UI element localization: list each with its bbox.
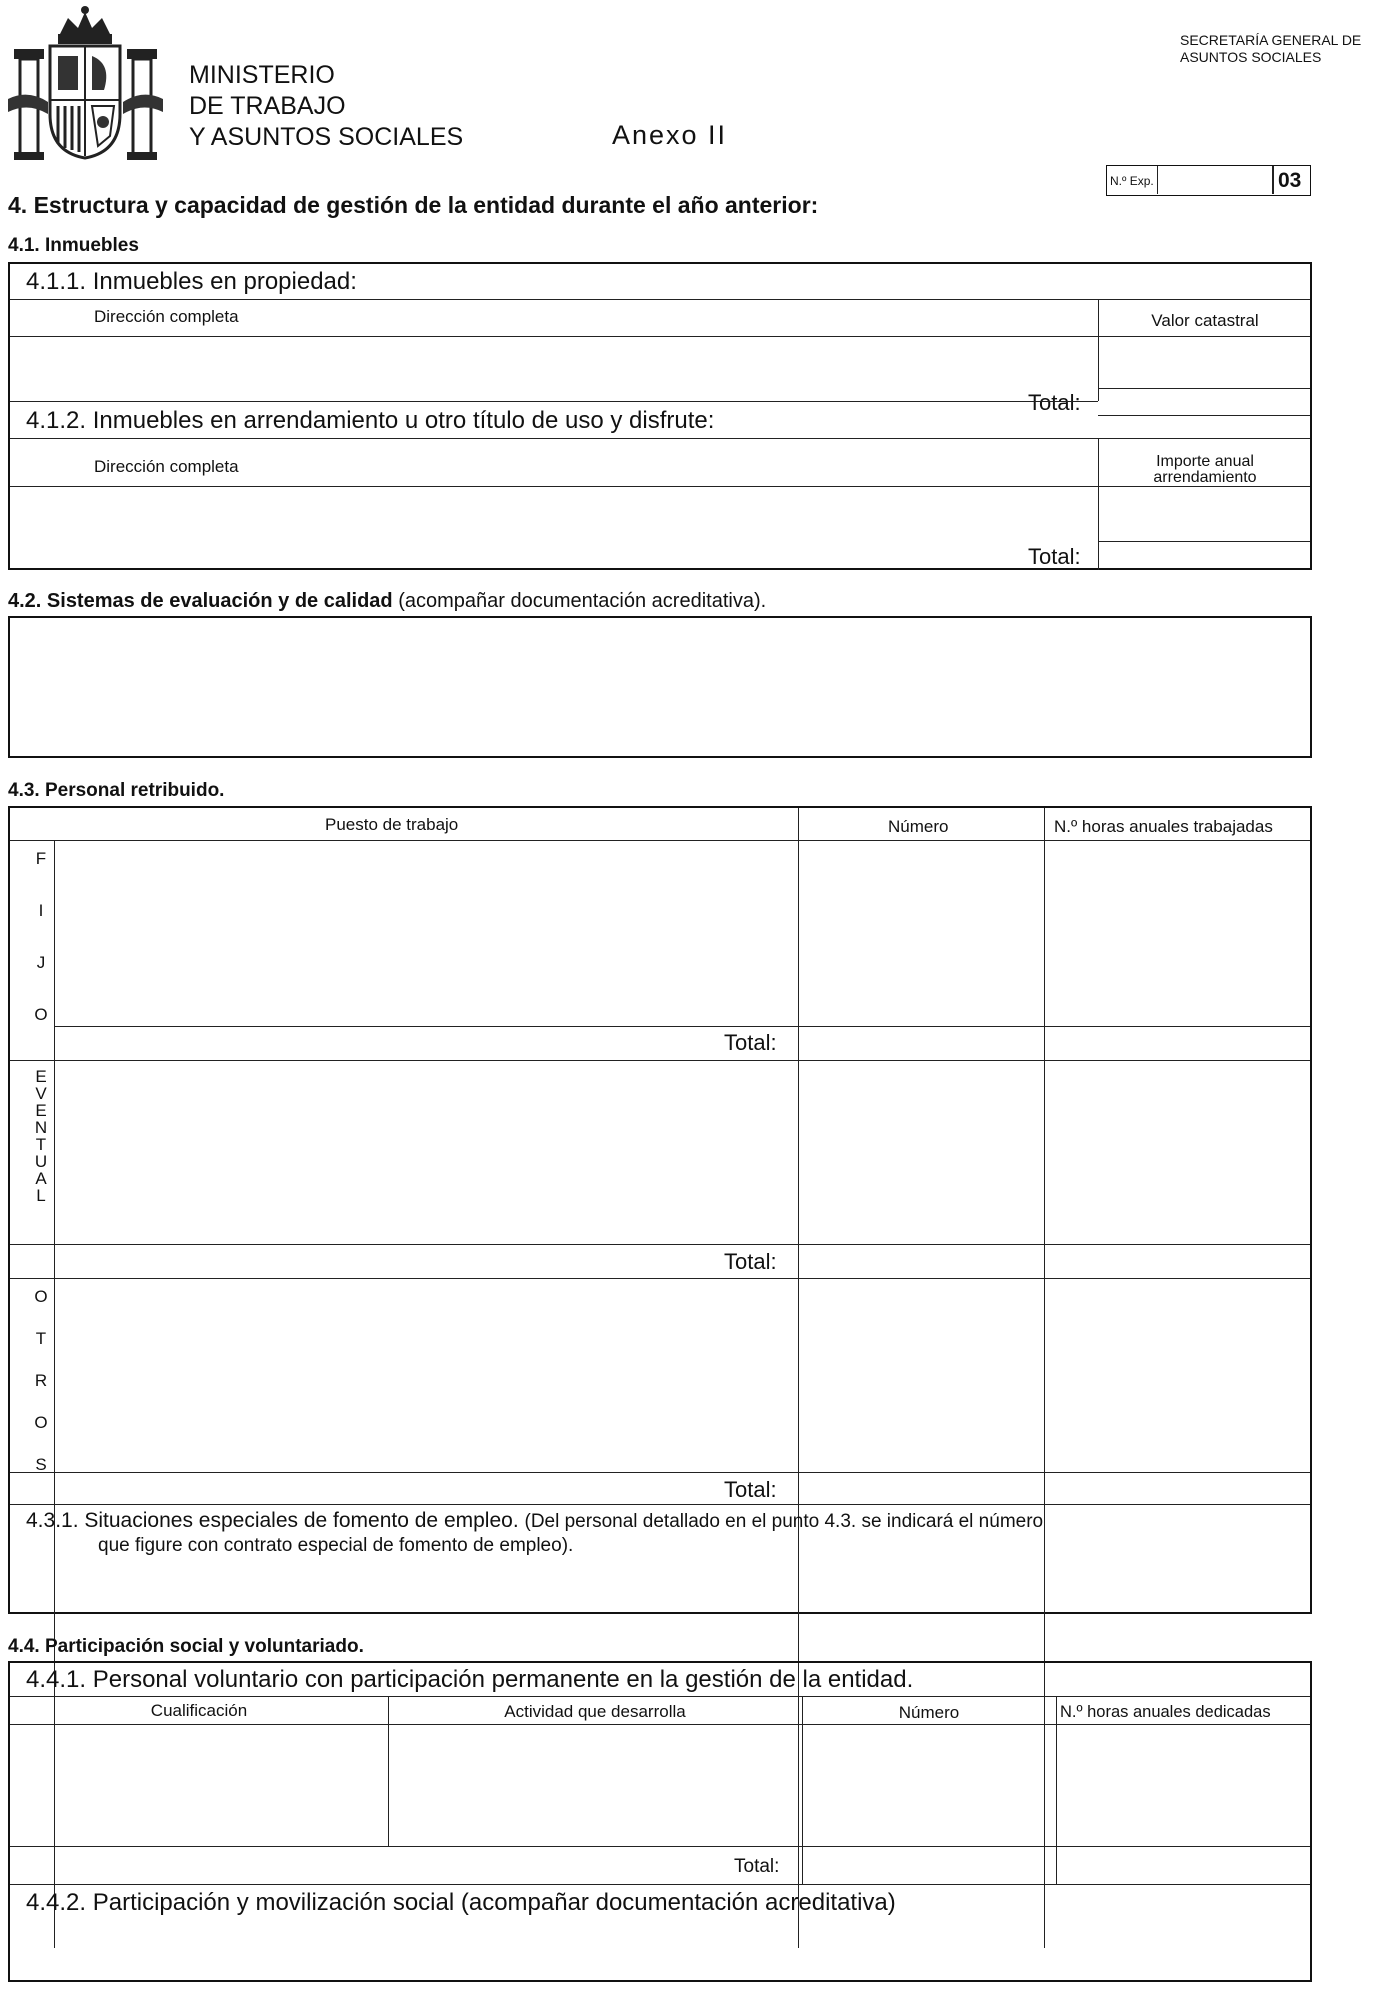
- row-line: [10, 299, 1310, 300]
- total-otros-label: Total:: [724, 1477, 777, 1502]
- total-valor-catastral-field[interactable]: [1100, 390, 1310, 414]
- exp-page-number: 03: [1278, 169, 1302, 192]
- total-numero-voluntario-field[interactable]: [804, 1848, 1054, 1882]
- section-4-2-name: 4.2. Sistemas de evaluación y de calidad: [8, 590, 393, 612]
- fomento-empleo-note-1: (Del personal detallado en el punto 4.3. se indicará el número: [524, 1511, 1044, 1532]
- exp-number-box[interactable]: [1106, 165, 1311, 196]
- otros-puesto-field[interactable]: [56, 1280, 796, 1470]
- total-eventual-horas-field[interactable]: [1046, 1246, 1310, 1276]
- actividad-field[interactable]: [390, 1726, 800, 1846]
- total-horas-dedicadas-field[interactable]: [1058, 1848, 1310, 1882]
- row-line: [10, 1060, 1310, 1061]
- personal-retribuido-table: [8, 806, 1312, 1614]
- eventual-letter: U: [34, 1152, 48, 1171]
- row-line: [1098, 541, 1310, 542]
- fijo-puesto-field[interactable]: [56, 842, 796, 1024]
- otros-letter: S: [35, 1455, 47, 1474]
- row-line: [1098, 415, 1310, 416]
- total-importe-field[interactable]: [1100, 543, 1310, 568]
- fijo-horas-field[interactable]: [1046, 842, 1310, 1024]
- inmuebles-propiedad-title: 4.1.1. Inmuebles en propiedad:: [26, 268, 357, 295]
- section-4-2-note: (acompañar documentación acreditativa).: [398, 590, 767, 612]
- total-otros-horas-field[interactable]: [1046, 1474, 1310, 1502]
- ministry-name: [189, 60, 463, 153]
- annex-title: Anexo II: [612, 120, 728, 150]
- row-line: [10, 1472, 1310, 1473]
- evaluacion-calidad-field[interactable]: [8, 616, 1312, 758]
- otros-numero-field[interactable]: [800, 1280, 1042, 1470]
- cualificacion-header: Cualificación: [150, 1701, 248, 1720]
- total-fijo-numero-field[interactable]: [800, 1028, 1042, 1058]
- row-line: [10, 401, 1098, 402]
- row-line: [1098, 388, 1310, 389]
- eventual-horas-field[interactable]: [1046, 1062, 1310, 1242]
- horas-dedicadas-header: N.º horas anuales dedicadas: [1060, 1703, 1271, 1721]
- section-4-4-title: 4.4. Participación social y voluntariado.: [8, 1636, 364, 1657]
- total-voluntario-label: Total:: [734, 1856, 780, 1877]
- eventual-letter: E: [35, 1067, 47, 1086]
- direccion-header-2: Dirección completa: [94, 457, 239, 476]
- cualificacion-field[interactable]: [10, 1726, 386, 1846]
- eventual-numero-field[interactable]: [800, 1062, 1042, 1242]
- col-line: [388, 1696, 389, 1846]
- row-line: [10, 1278, 1310, 1279]
- section-4-2-title: [8, 591, 766, 611]
- eventual-letter: L: [36, 1186, 46, 1205]
- section-4-1-title: 4.1. Inmuebles: [8, 235, 139, 256]
- row-line: [10, 1724, 1310, 1725]
- ministry-line-3: Y ASUNTOS SOCIALES: [189, 123, 464, 151]
- total-arrendamiento-label: Total:: [1028, 544, 1081, 569]
- total-eventual-numero-field[interactable]: [800, 1246, 1042, 1276]
- eventual-letter: T: [35, 1135, 47, 1154]
- row-line: [10, 1884, 1310, 1885]
- otros-letter: O: [34, 1413, 48, 1432]
- exp-divider-1: [1157, 166, 1158, 194]
- importe-header-line-2: arrendamiento: [1153, 469, 1257, 486]
- total-propiedad-label: Total:: [1028, 390, 1081, 415]
- secretaria-line-1: SECRETARÍA GENERAL DE: [1180, 32, 1362, 48]
- fomento-empleo-title: [26, 1510, 1043, 1531]
- ministry-line-1: MINISTERIO: [189, 61, 335, 89]
- secretaria-line-2: ASUNTOS SOCIALES: [1180, 49, 1322, 65]
- coat-of-arms-icon: [8, 4, 163, 162]
- total-otros-numero-field[interactable]: [800, 1474, 1042, 1502]
- direccion-propiedad-field[interactable]: [10, 336, 1098, 401]
- fijo-numero-field[interactable]: [800, 842, 1042, 1024]
- importe-arrendamiento-field[interactable]: [1100, 486, 1310, 541]
- direccion-arrendamiento-field[interactable]: [10, 486, 1098, 568]
- fomento-empleo-heading: 4.3.1. Situaciones especiales de fomento de empleo.: [26, 1509, 519, 1532]
- otros-letter: T: [35, 1329, 47, 1348]
- row-line: [10, 840, 1310, 841]
- total-fijo-label: Total:: [724, 1030, 777, 1055]
- fijo-letter: I: [38, 901, 44, 920]
- direccion-header: Dirección completa: [94, 307, 239, 326]
- total-eventual-label: Total:: [724, 1249, 777, 1274]
- col-line: [1098, 299, 1099, 401]
- main-title: 4. Estructura y capacidad de gestión de la entidad durante el año anterior:: [8, 192, 819, 218]
- valor-catastral-field[interactable]: [1100, 336, 1310, 388]
- puesto-header: Puesto de trabajo: [325, 815, 459, 834]
- eventual-puesto-field[interactable]: [56, 1062, 796, 1242]
- eventual-letter: V: [35, 1084, 47, 1103]
- row-line: [10, 1504, 1310, 1505]
- secretaria-name: [1180, 32, 1361, 66]
- row-line: [10, 438, 1310, 439]
- importe-header-line-1: Importe anual: [1156, 453, 1254, 470]
- eventual-letter: E: [35, 1101, 47, 1120]
- valor-catastral-header: Valor catastral: [1151, 311, 1259, 330]
- numero-voluntario-header: Número: [898, 1703, 960, 1722]
- otros-letter: O: [34, 1287, 48, 1306]
- otros-horas-field[interactable]: [1046, 1280, 1310, 1470]
- col-line: [1098, 438, 1099, 570]
- row-line: [10, 1696, 1310, 1697]
- row-line: [54, 1026, 1310, 1027]
- numero-header: Número: [888, 817, 949, 836]
- voluntario-title: 4.4.1. Personal voluntario con participación permanente en la gestión de la entidad.: [26, 1666, 914, 1693]
- otros-letter: R: [34, 1371, 48, 1390]
- actividad-header: Actividad que desarrolla: [504, 1702, 686, 1721]
- movilizacion-title: 4.4.2. Participación y movilización social (acompañar documentación acreditativa): [26, 1889, 896, 1916]
- fijo-letter: F: [35, 849, 47, 868]
- inmuebles-box: [8, 262, 1312, 570]
- ministry-line-2: DE TRABAJO: [189, 92, 346, 120]
- exp-divider-2: [1272, 166, 1274, 194]
- fijo-letter: O: [34, 1005, 48, 1024]
- fomento-empleo-field[interactable]: [10, 1560, 1310, 1612]
- horas-header: N.º horas anuales trabajadas: [1054, 817, 1273, 836]
- inmuebles-arrendamiento-title: 4.1.2. Inmuebles en arrendamiento u otro título de uso y disfrute:: [26, 407, 715, 434]
- row-line: [10, 1846, 1310, 1847]
- total-fijo-horas-field[interactable]: [1046, 1028, 1310, 1058]
- row-line: [10, 1244, 1310, 1245]
- fomento-empleo-note-2: que figure con contrato especial de fomento de empleo).: [98, 1535, 574, 1556]
- section-4-3-title: 4.3. Personal retribuido.: [8, 780, 225, 801]
- movilizacion-field[interactable]: [10, 1921, 1310, 1979]
- exp-label: N.º Exp.: [1110, 174, 1154, 188]
- voluntariado-box: [8, 1661, 1312, 1982]
- eventual-letter: A: [35, 1169, 47, 1188]
- eventual-letter: N: [34, 1118, 48, 1137]
- fijo-letter: J: [36, 953, 46, 972]
- importe-header: [1102, 454, 1308, 486]
- horas-dedicadas-field[interactable]: [1058, 1726, 1310, 1846]
- numero-voluntario-field[interactable]: [804, 1726, 1054, 1846]
